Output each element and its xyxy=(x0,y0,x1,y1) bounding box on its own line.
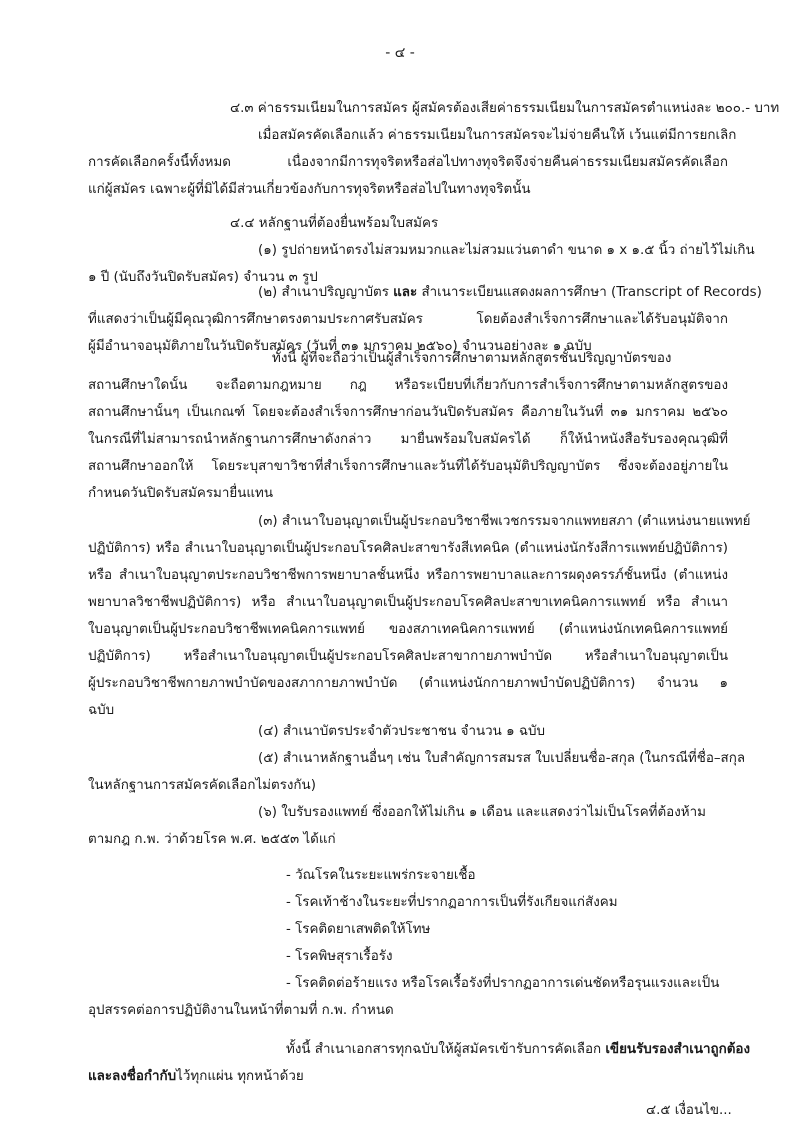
s44-item5-line-1: (๕) สำเนาหลักฐานอื่นๆ เช่น ใบสำคัญการสมรส ใบเปลี่ยนชื่อ-สกุล (ในกรณีที่ชื่อ–สกุล xyxy=(258,751,746,766)
disease-item-2: - โรคเท้าช้างในระยะที่ปรากฏอาการเป็นที่รังเกียจแก่สังคม xyxy=(286,895,618,910)
closing-bold-1: เขียนรับรองสำเนาถูกต้อง xyxy=(605,1042,750,1057)
s44-item2-text-b: สำเนาระเบียนแสดงผลการศึกษา (Transcript of Records) xyxy=(417,285,762,300)
s43-line-2: เมื่อสมัครคัดเลือกแล้ว ค่าธรรมเนียมในการสมัครจะไม่จ่ายคืนให้ เว้นแต่มีการยกเลิก xyxy=(258,128,737,143)
s44-item3-line-5: ใบอนุญาตเป็นผู้ประกอบวิชาชีพเทคนิคการแพทย์ ของสภาเทคนิคการแพทย์ (ตำแหน่งนักเทคนิคการแพทย์ xyxy=(88,622,728,637)
s44-item5-line-2: ในหลักฐานการสมัครคัดเลือกไม่ตรงกัน) xyxy=(88,778,316,793)
disease-item-3: - โรคติดยาเสพติดให้โทษ xyxy=(286,922,431,937)
disease-item-4: - โรคพิษสุราเรื้อรัง xyxy=(286,949,393,964)
closing-text-b: ไว้ทุกแผ่น ทุกหน้าด้วย xyxy=(176,1069,304,1084)
s44-note-line-5: สถานศึกษาออกให้ โดยระบุสาขาวิชาที่สำเร็จการศึกษาและวันที่ได้รับอนุมัติปริญญาบัตร ซึ่งจะต้องอยู่ภายใน xyxy=(88,459,728,474)
s44-note-line-6: กำหนดวันปิดรับสมัครมายื่นแทน xyxy=(88,486,273,501)
s44-item6-line-2: ตามกฎ ก.พ. ว่าด้วยโรค พ.ศ. ๒๕๕๓ ได้แก่ xyxy=(88,832,336,847)
s44-note-line-1: ทั้งนี้ ผู้ที่จะถือว่าเป็นผู้สำเร็จการศึกษาตามหลักสูตรชั้นปริญญาบัตรของ xyxy=(272,351,672,366)
s44-item2-text-a: (๒) สำเนาปริญญาบัตร xyxy=(258,285,394,300)
s44-item3-line-8: ฉบับ xyxy=(88,703,115,718)
closing-line-2 xyxy=(88,1067,304,1087)
next-section-continuation: ๔.๕ เงื่อนไข... xyxy=(646,1103,732,1118)
s43-line-3: การคัดเลือกครั้งนี้ทั้งหมด เนื่องจากมีการทุจริตหรือส่อไปทางทุจริตจึงจ่ายคืนค่าธรรมเนียมสมัครคัดเลือก xyxy=(88,155,728,170)
closing-line-1 xyxy=(286,1040,750,1060)
s44-item1-line-2: ๑ ปี (นับถึงวันปิดรับสมัคร) จำนวน ๓ รูป xyxy=(88,270,318,285)
s44-item2-bold: และ xyxy=(393,285,418,300)
s44-item3-line-1: (๓) สำเนาใบอนุญาตเป็นผู้ประกอบวิชาชีพเวชกรรมจากแพทยสภา (ตำแหน่งนายแพทย์ xyxy=(258,514,751,529)
page-number: - ๔ - xyxy=(385,45,415,61)
disease-item-5-line-2: อุปสรรคต่อการปฏิบัติงานในหน้าที่ตามที่ ก.พ. กำหนด xyxy=(88,1003,394,1018)
s43-line-1: ๔.๓ ค่าธรรมเนียมในการสมัคร ผู้สมัครต้องเสียค่าธรรมเนียมในการสมัครตำแหน่งละ ๒๐๐.- บาท xyxy=(230,101,780,116)
s44-item3-line-3: หรือ สำเนาใบอนุญาตประกอบวิชาชีพการพยาบาลชั้นหนึ่ง หรือการพยาบาลและการผดุงครรภ์ชั้นหนึ่ง (ตำแหน่ง xyxy=(88,568,728,583)
closing-text-a: ทั้งนี้ สำเนาเอกสารทุกฉบับให้ผู้สมัครเข้ารับการคัดเลือก xyxy=(286,1042,606,1057)
s44-item3-line-4: พยาบาลวิชาชีพปฏิบัติการ) หรือ สำเนาใบอนุญาตเป็นผู้ประกอบโรคศิลปะสาขาเทคนิคการแพทย์ หรือ สำเนา xyxy=(88,595,728,610)
s44-item2-line-1 xyxy=(258,283,762,303)
s44-note-line-4: ในกรณีที่ไม่สามารถนำหลักฐานการศึกษาดังกล่าว มายื่นพร้อมใบสมัครได้ ก็ให้นำหนังสือรับรองคุณวุฒิที่ xyxy=(88,432,728,447)
s44-note-line-3: สถานศึกษานั้นๆ เป็นเกณฑ์ โดยจะต้องสำเร็จการศึกษาก่อนวันปิดรับสมัคร คือภายในวันที่ ๓๑ มกราคม ๒๕๖๐ xyxy=(88,405,728,420)
closing-bold-2: และลงชื่อกำกับ xyxy=(88,1069,177,1084)
s44-item1-line-1: (๑) รูปถ่ายหน้าตรงไม่สวมหมวกและไม่สวมแว่นตาดำ ขนาด ๑ x ๑.๕ นิ้ว ถ่ายไว้ไม่เกิน xyxy=(258,243,755,258)
disease-item-1: - วัณโรคในระยะแพร่กระจายเชื้อ xyxy=(286,868,476,883)
s44-item2-line-2: ที่แสดงว่าเป็นผู้มีคุณวุฒิการศึกษาตรงตามประกาศรับสมัคร โดยต้องสำเร็จการศึกษาและได้รับอนุมัติจาก xyxy=(88,312,728,327)
s44-item3-line-7: ผู้ประกอบวิชาชีพกายภาพบำบัดของสภากายภาพบำบัด (ตำแหน่งนักกายภาพบำบัดปฏิบัติการ) จำนวน ๑ xyxy=(88,676,728,691)
s43-line-4: แก่ผู้สมัคร เฉพาะผู้ที่มิได้มีส่วนเกี่ยวข้องกับการทุจริตหรือส่อไปในทางทุจริตนั้น xyxy=(88,182,531,197)
s44-note-line-2: สถานศึกษาใดนั้น จะถือตามกฎหมาย กฎ หรือระเบียบที่เกี่ยวกับการสำเร็จการศึกษาตามหลักสูตรของ xyxy=(88,378,728,393)
disease-item-5-line-1: - โรคติดต่อร้ายแรง หรือโรคเรื้อรังที่ปรากฏอาการเด่นชัดหรือรุนแรงและเป็น xyxy=(286,976,720,991)
s44-heading: ๔.๔ หลักฐานที่ต้องยื่นพร้อมใบสมัคร xyxy=(230,216,439,231)
s44-item2-line-3: ผู้มีอำนาจอนุมัติภายในวันปิดรับสมัคร (วันที่ ๓๑ มกราคม ๒๕๖๐) จำนวนอย่างละ ๑ ฉบับ xyxy=(88,339,592,354)
s44-item4: (๔) สำเนาบัตรประจำตัวประชาชน จำนวน ๑ ฉบับ xyxy=(258,724,545,739)
s44-item6-line-1: (๖) ใบรับรองแพทย์ ซึ่งออกให้ไม่เกิน ๑ เดือน และแสดงว่าไม่เป็นโรคที่ต้องห้าม xyxy=(258,805,706,820)
s44-item3-line-2: ปฏิบัติการ) หรือ สำเนาใบอนุญาตเป็นผู้ประกอบโรคศิลปะสาขารังสีเทคนิค (ตำแหน่งนักรังสีการแพทย์ปฏิบัติการ) xyxy=(88,541,728,556)
s44-item3-line-6: ปฏิบัติการ) หรือสำเนาใบอนุญาตเป็นผู้ประกอบโรคศิลปะสาขากายภาพบำบัด หรือสำเนาใบอนุญาตเป็น xyxy=(88,649,728,664)
